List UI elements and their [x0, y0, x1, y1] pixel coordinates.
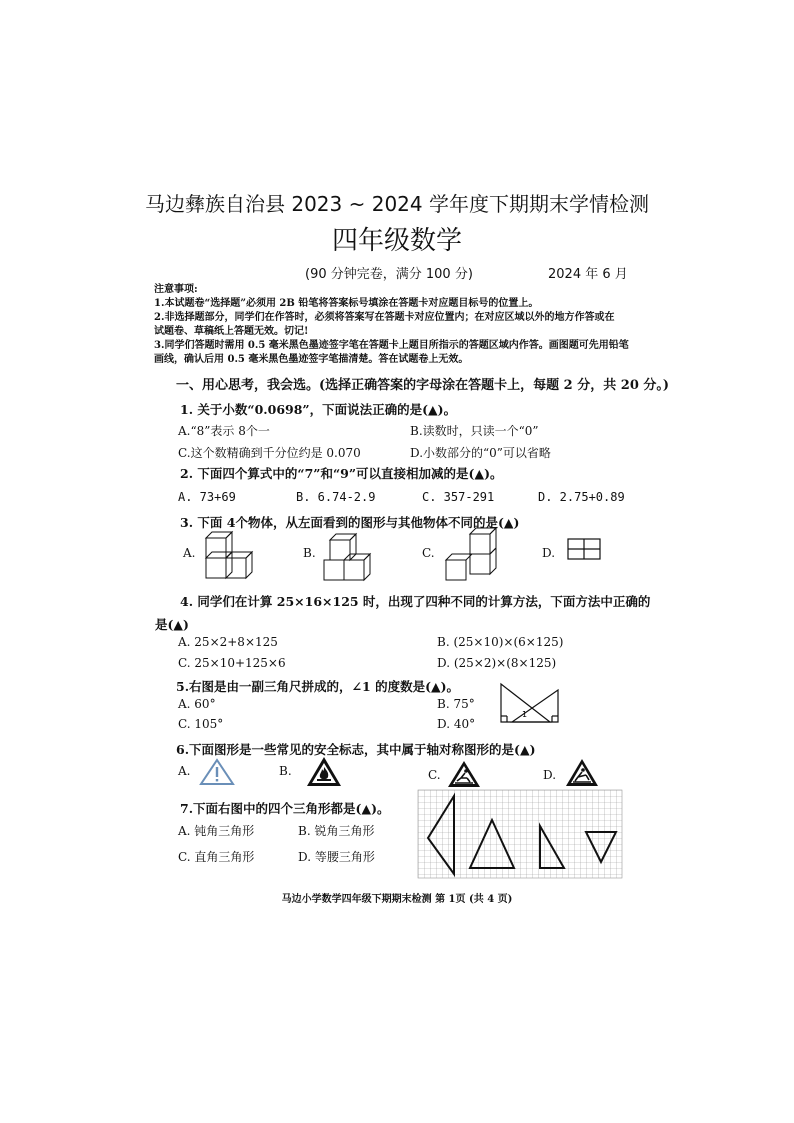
falling-sign-icon	[565, 758, 599, 788]
q5-angle-label: 1	[522, 710, 528, 719]
q4-option-b[interactable]: B. (25×10)×(6×125)	[437, 635, 564, 649]
note-line: 画线，确认后用 0.5 毫米黑色墨迹签字笔描清楚。答在试题卷上无效。	[154, 354, 469, 365]
question-4-stem: 4. 同学们在计算 25×16×125 时，出现了四种不同的计算方法，下面方法中正确的	[180, 594, 651, 609]
q4-option-a[interactable]: A. 25×2+8×125	[178, 635, 278, 649]
q4-option-d[interactable]: D. (25×2)×(8×125)	[437, 656, 557, 670]
q3-option-c[interactable]: C.	[422, 546, 435, 560]
q6-option-a[interactable]: A.	[178, 764, 191, 778]
question-2-stem: 2. 下面四个算式中的“7”和“9”可以直接相加减的是(▲)。	[180, 466, 503, 481]
flammable-sign-icon	[306, 756, 342, 788]
warning-sign-icon	[199, 758, 235, 786]
q6-option-c[interactable]: C.	[428, 768, 441, 782]
note-line: 试题卷、草稿纸上答题无效。切记!	[154, 326, 309, 337]
q1-option-d[interactable]: D.小数部分的“0”可以省略	[410, 446, 551, 460]
q3-option-a[interactable]: A.	[183, 546, 196, 560]
q2-option-a[interactable]: A. 73+69	[178, 490, 236, 504]
q1-option-b[interactable]: B.读数时，只读一个“0”	[410, 424, 539, 438]
q5-triangle-rulers-figure	[498, 682, 560, 724]
question-5-stem: 5.右图是由一副三角尺拼成的，∠1 的度数是(▲)。	[176, 679, 460, 694]
q3-option-b[interactable]: B.	[303, 546, 316, 560]
q5-option-d[interactable]: D. 40°	[437, 717, 476, 731]
q5-option-a[interactable]: A. 60°	[178, 697, 216, 711]
q6-option-b[interactable]: B.	[279, 764, 292, 778]
q3-figure-d	[567, 538, 601, 562]
question-1-stem: 1. 关于小数“0.0698”，下面说法正确的是(▲)。	[180, 402, 457, 417]
q6-option-d[interactable]: D.	[543, 768, 557, 782]
question-3-stem: 3. 下面 4个物体，从左面看到的图形与其他物体不同的是(▲)	[180, 515, 520, 530]
q7-option-c[interactable]: C. 直角三角形	[178, 850, 255, 864]
notes-heading: 注意事项:	[154, 284, 198, 295]
exam-info: (90 分钟完卷，满分 100 分)	[305, 267, 473, 282]
question-4-stem-cont: 是(▲)	[155, 617, 189, 632]
note-line: 2.非选择题部分，同学们在作答时，必须将答案写在答题卡对应位置内；在对应区域以外的地方作答或在	[154, 312, 615, 323]
q2-option-c[interactable]: C. 357-291	[422, 490, 495, 504]
note-line: 1.本试题卷“选择题”必须用 2B 铅笔将答案标号填涂在答题卡对应题目标号的位置上。	[154, 298, 539, 309]
q7-option-d[interactable]: D. 等腰三角形	[298, 850, 375, 864]
q2-option-d[interactable]: D. 2.75+0.89	[538, 490, 625, 504]
q1-option-c[interactable]: C.这个数精确到千分位约是 0.070	[178, 446, 361, 460]
slippery-sign-icon	[447, 760, 481, 788]
q2-option-b[interactable]: B. 6.74-2.9	[296, 490, 376, 504]
exam-title: 马边彝族自治县 2023 ~ 2024 学年度下期期末学情检测	[145, 192, 649, 216]
q5-option-c[interactable]: C. 105°	[178, 717, 224, 731]
question-7-stem: 7.下面右图中的四个三角形都是(▲)。	[180, 801, 390, 816]
exam-date: 2024 年 6 月	[548, 267, 628, 282]
page-footer: 马边小学数学四年级下期期末检测 第 1页 (共 4 页)	[281, 894, 513, 905]
q1-option-a[interactable]: A.“8”表示 8个一	[178, 424, 270, 438]
question-6-stem: 6.下面图形是一些常见的安全标志，其中属于轴对称图形的是(▲)	[176, 742, 536, 757]
q3-figure-b	[322, 530, 382, 582]
q3-figure-a	[204, 532, 264, 582]
subject-title: 四年级数学	[331, 226, 462, 256]
q3-figure-c	[444, 528, 504, 582]
q7-option-a[interactable]: A. 钝角三角形	[178, 824, 255, 838]
q7-grid-triangles-figure	[418, 790, 624, 880]
q3-option-d[interactable]: D.	[542, 546, 556, 560]
note-line: 3.同学们答题时需用 0.5 毫米黑色墨迹签字笔在答题卡上题目所指示的答题区域内作答。画图题可先用铅笔	[154, 340, 629, 351]
q4-option-c[interactable]: C. 25×10+125×6	[178, 656, 286, 670]
section-heading: 一、用心思考，我会选。(选择正确答案的字母涂在答题卡上，每题 2 分，共 20 分。)	[176, 378, 670, 393]
q7-option-b[interactable]: B. 锐角三角形	[298, 824, 375, 838]
q5-option-b[interactable]: B. 75°	[437, 697, 475, 711]
